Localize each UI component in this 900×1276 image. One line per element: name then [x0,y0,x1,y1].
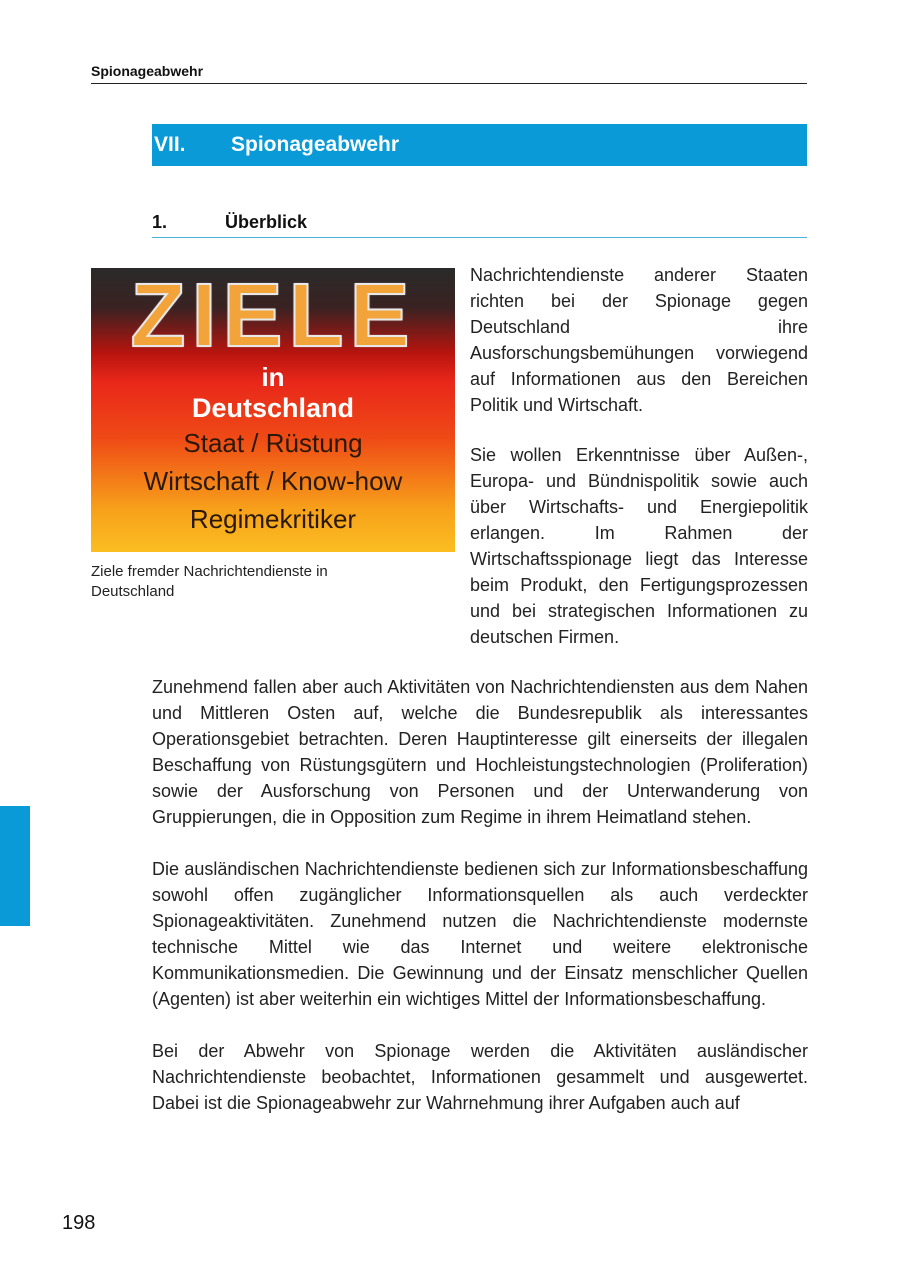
chapter-number: VII. [154,133,186,156]
paragraph: Nachrichtendienste anderer Staaten richten bei der Spionage gegen Deutschland ihre Ausforschungsbemühungen vorwiegend auf Informationen aus den Bereichen Politik und Wirtschaft. [470,265,808,415]
section-title: Überblick [225,212,308,232]
section-heading [152,212,807,238]
page-number: 198 [62,1212,96,1234]
section-number: 1. [152,212,168,232]
figure-line-in: in [261,362,285,392]
figure-item: Wirtschaft / Know-how [143,466,403,496]
paragraph: Bei der Abwehr von Spionage werden die Aktivitäten ausländischer Nachrichtendienste beobachtet, Informationen gesammelt und ausgewertet. Dabei ist die Spionageabwehr zur Wahrnehmung ihrer Aufgaben auch auf [152,1041,808,1113]
body-column [152,674,808,1142]
paragraph: Sie wollen Erkenntnisse über Außen-, Europa- und Bündnispolitik sowie auch über Wirtschafts- und Energiepolitik erlangen. Im Rahmen der Wirtschaftsspionage liegt das Interesse beim Produkt, den Fertigungsprozessen und bei strategischen Informationen zu deutschen Firmen. [470,445,808,647]
chapter-tab-marker [0,806,30,926]
figure-image [91,268,455,552]
figure-item: Regimekritiker [189,504,357,534]
figure-item: Staat / Rüstung [183,428,363,458]
paragraph: Zunehmend fallen aber auch Aktivitäten von Nachrichtendiensten aus dem Nahen und Mittleren Osten auf, welche die Bundesrepublik als interessantes Operationsgebiet betrachten. Deren Hauptinteresse gilt einerseits der illegalen Beschaffung von Rüstungsgütern und Hochleistungstechnologien (Proliferation) sowie der Ausforschung von Personen und der Unterwanderung von Gruppierungen, die in Opposition zum Regime in ihrem Heimatland stehen. [152,677,808,827]
side-column [470,262,808,674]
running-head: Spionageabwehr [91,63,807,84]
chapter-heading-bar [152,124,807,166]
paragraph: Die ausländischen Nachrichtendienste bedienen sich zur Informationsbeschaffung sowohl offen zugänglicher Informationsquellen als auch verdeckter Spionageaktivitäten. Zunehmend nutzen die Nachrichtendienste modernste technische Mittel wie das Internet und weitere elektronische Kommunikationsmedien. Die Gewinnung und der Einsatz menschlicher Quellen (Agenten) ist aber weiterhin ein wichtiges Mittel der Informationsbeschaffung. [152,859,808,1009]
chapter-title: Spionageabwehr [231,133,400,156]
figure-caption: Ziele fremder Nachrichtendienste in Deutschland [91,563,328,600]
figure-big-text: ZIELE [130,268,416,366]
figure-line-deutschland: Deutschland [191,393,355,423]
